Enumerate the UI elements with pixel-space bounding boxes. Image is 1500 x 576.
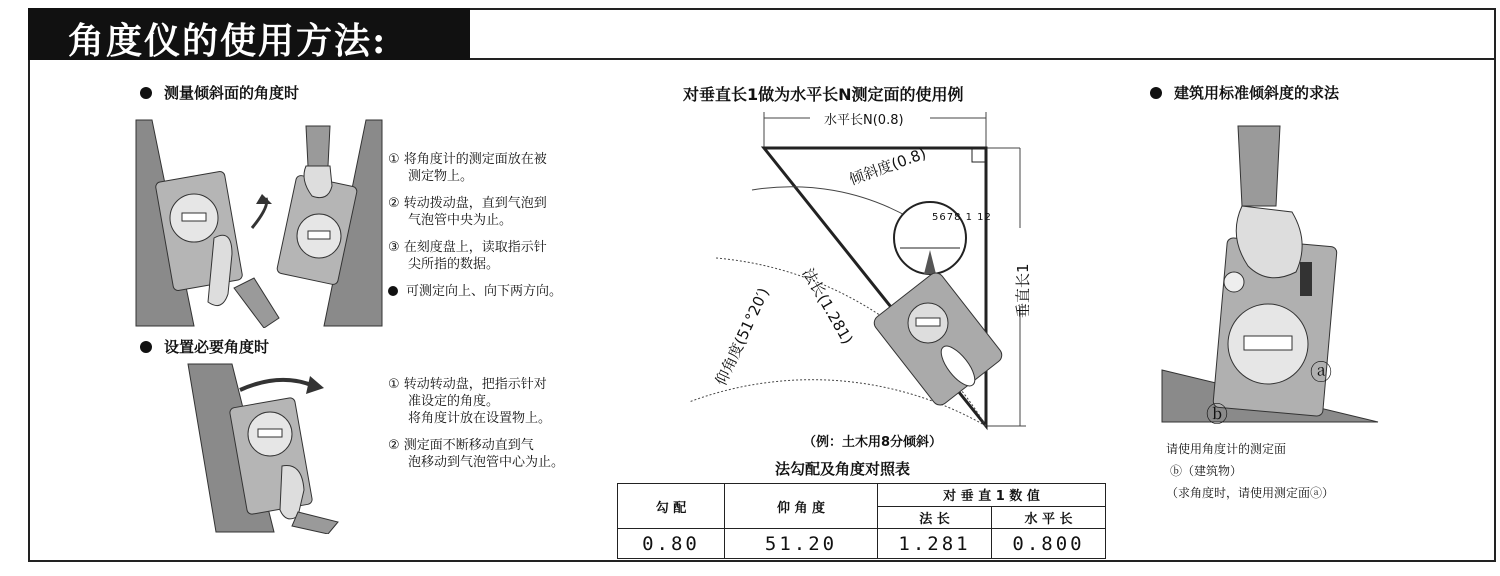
- slope-label: 倾斜度(0.8): [846, 144, 929, 189]
- measure-slope-illustration: [134, 118, 384, 328]
- table-cell: 0.80: [618, 529, 725, 559]
- header-angle: 仰 角 度: [725, 484, 878, 529]
- example-caption: （例：土木用8分倾斜）: [803, 435, 943, 450]
- note-text: （求角度时，请使用测定面ⓐ）: [1166, 486, 1335, 500]
- set-angle-illustration: [186, 362, 366, 534]
- section2-steps: [388, 376, 564, 471]
- step-text: 尖所指的数据。: [408, 257, 500, 272]
- header-slope: 勾 配: [618, 484, 725, 529]
- right-heading: 建筑用标准倾斜度的求法: [1150, 82, 1339, 103]
- step-text: 泡移动到气泡管中心为止。: [408, 455, 565, 470]
- bullet-icon: [388, 286, 398, 296]
- table-cell: 1.281: [878, 529, 992, 559]
- title-bar: [28, 8, 470, 60]
- step-text: ③ 在刻度盘上，读取指示针: [388, 240, 547, 255]
- step-text: 可测定向上、向下两方向。: [388, 283, 562, 300]
- table-title: 法勾配及角度对照表: [775, 460, 911, 478]
- bullet-icon: [1150, 87, 1162, 99]
- step-text: 准设定的角度。: [408, 394, 500, 409]
- marker-b: ⓑ: [1206, 403, 1229, 428]
- bullet-icon: [140, 341, 152, 353]
- section1-heading: 测量倾斜面的角度时: [140, 82, 299, 103]
- building-slope-illustration: [1160, 122, 1380, 427]
- right-notes: [1166, 438, 1334, 504]
- step-text: 气泡管中央为止。: [408, 213, 513, 228]
- elevation-angle-label: 仰角度(51°20′): [711, 284, 773, 389]
- note-text: ⓑ（建筑物）: [1170, 464, 1243, 478]
- reference-table: [617, 483, 1106, 559]
- bullet-icon: [140, 87, 152, 99]
- vertical-length-label: 垂直长1: [1014, 263, 1032, 318]
- dial-digits: 5678 1 12: [932, 212, 992, 223]
- header-normal: 法 长: [878, 506, 992, 529]
- step-text: ② 测定面不断移动直到气: [388, 438, 534, 453]
- step-text: ① 转动转动盘，把指示针对: [388, 377, 547, 392]
- step-text: 将角度计放在设置物上。: [408, 411, 552, 426]
- title-rule: [470, 58, 1496, 60]
- step-text: ② 转动拨动盘，直到气泡到: [388, 196, 547, 211]
- section2-heading: 设置必要角度时: [140, 336, 269, 357]
- header-group: 对 垂 直 1 数 值: [878, 484, 1106, 507]
- marker-a: ⓐ: [1310, 361, 1333, 386]
- section1-steps: [388, 151, 562, 300]
- step-text: 测定物上。: [408, 169, 474, 184]
- step-text: ① 将角度计的测定面放在被: [388, 152, 547, 167]
- page-title: 角度仪的使用方法:: [68, 20, 388, 62]
- header-horizontal: 水 平 长: [992, 506, 1106, 529]
- normal-length-label: 法长(1.281): [798, 265, 857, 348]
- table-cell: 51.20: [725, 529, 878, 559]
- horizontal-length-label: 水平长N(0.8): [824, 113, 904, 128]
- note-text: 请使用角度计的测定面: [1166, 442, 1287, 456]
- table-cell: 0.800: [992, 529, 1106, 559]
- slope-geometry-diagram: [690, 108, 1050, 438]
- center-heading: 对垂直长1做为水平长N测定面的使用例: [683, 85, 964, 104]
